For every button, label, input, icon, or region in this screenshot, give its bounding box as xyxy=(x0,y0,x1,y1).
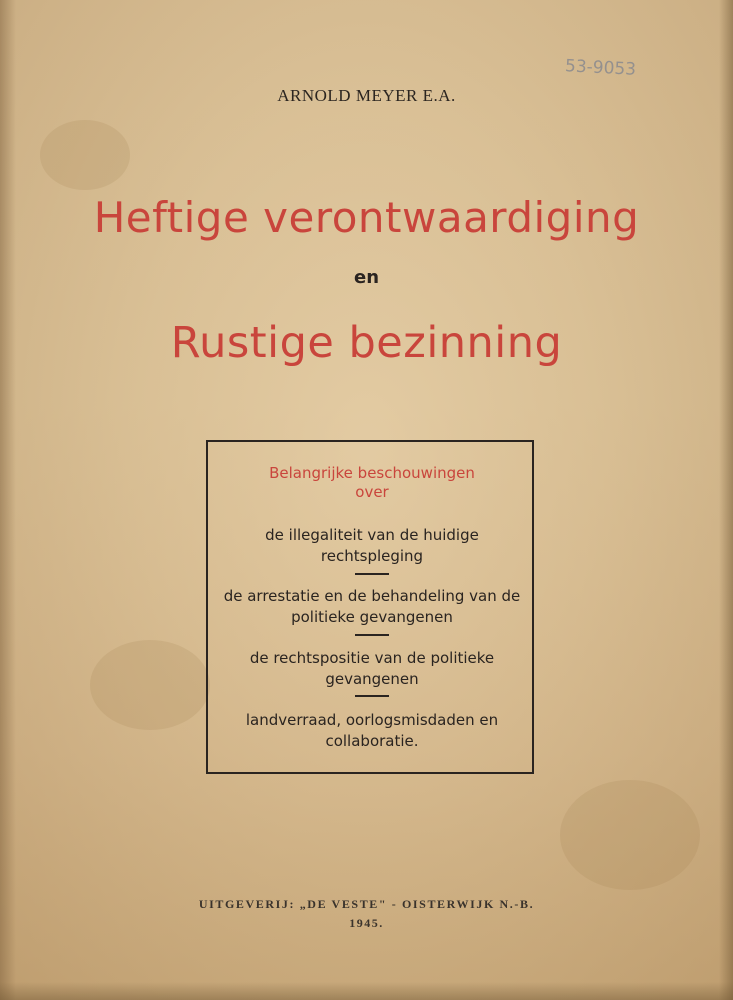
publisher-line: UITGEVERIJ: „DE VESTE" - OISTERWIJK N.-B. xyxy=(198,897,535,911)
topic-divider xyxy=(355,695,389,697)
cover-edge-shadow-left xyxy=(0,0,16,1000)
paper-stain xyxy=(560,780,700,890)
paper-stain xyxy=(40,120,130,190)
title-line-2: Rustige bezinning xyxy=(170,318,563,368)
publication-year: 1945. xyxy=(349,916,384,930)
topic-item: de illegaliteit van de huidige rechtspleging xyxy=(265,526,479,565)
topic-item: de arrestatie en de behandeling van de politieke gevangenen xyxy=(223,587,521,626)
cover-edge-shadow-right xyxy=(719,0,733,1000)
cover-edge-shadow-bottom xyxy=(0,982,733,1000)
topic-divider xyxy=(355,634,389,636)
title-line-1: Heftige verontwaardiging xyxy=(93,193,640,242)
paper-stain xyxy=(90,640,210,730)
author-name: ARNOLD MEYER E.A. xyxy=(277,86,456,105)
box-heading-line-2: over xyxy=(355,483,389,501)
box-heading-line-1: Belangrijke beschouwingen xyxy=(269,464,475,482)
contents-box xyxy=(206,440,534,774)
title-connector: en xyxy=(353,267,380,288)
topic-item: landverraad, oorlogsmisdaden en collaboratie. xyxy=(245,711,499,750)
topic-item: de rechtspositie van de politieke gevangenen xyxy=(249,649,495,688)
archive-pencil-mark: 53-9053 xyxy=(564,56,637,80)
topic-divider xyxy=(355,573,389,575)
